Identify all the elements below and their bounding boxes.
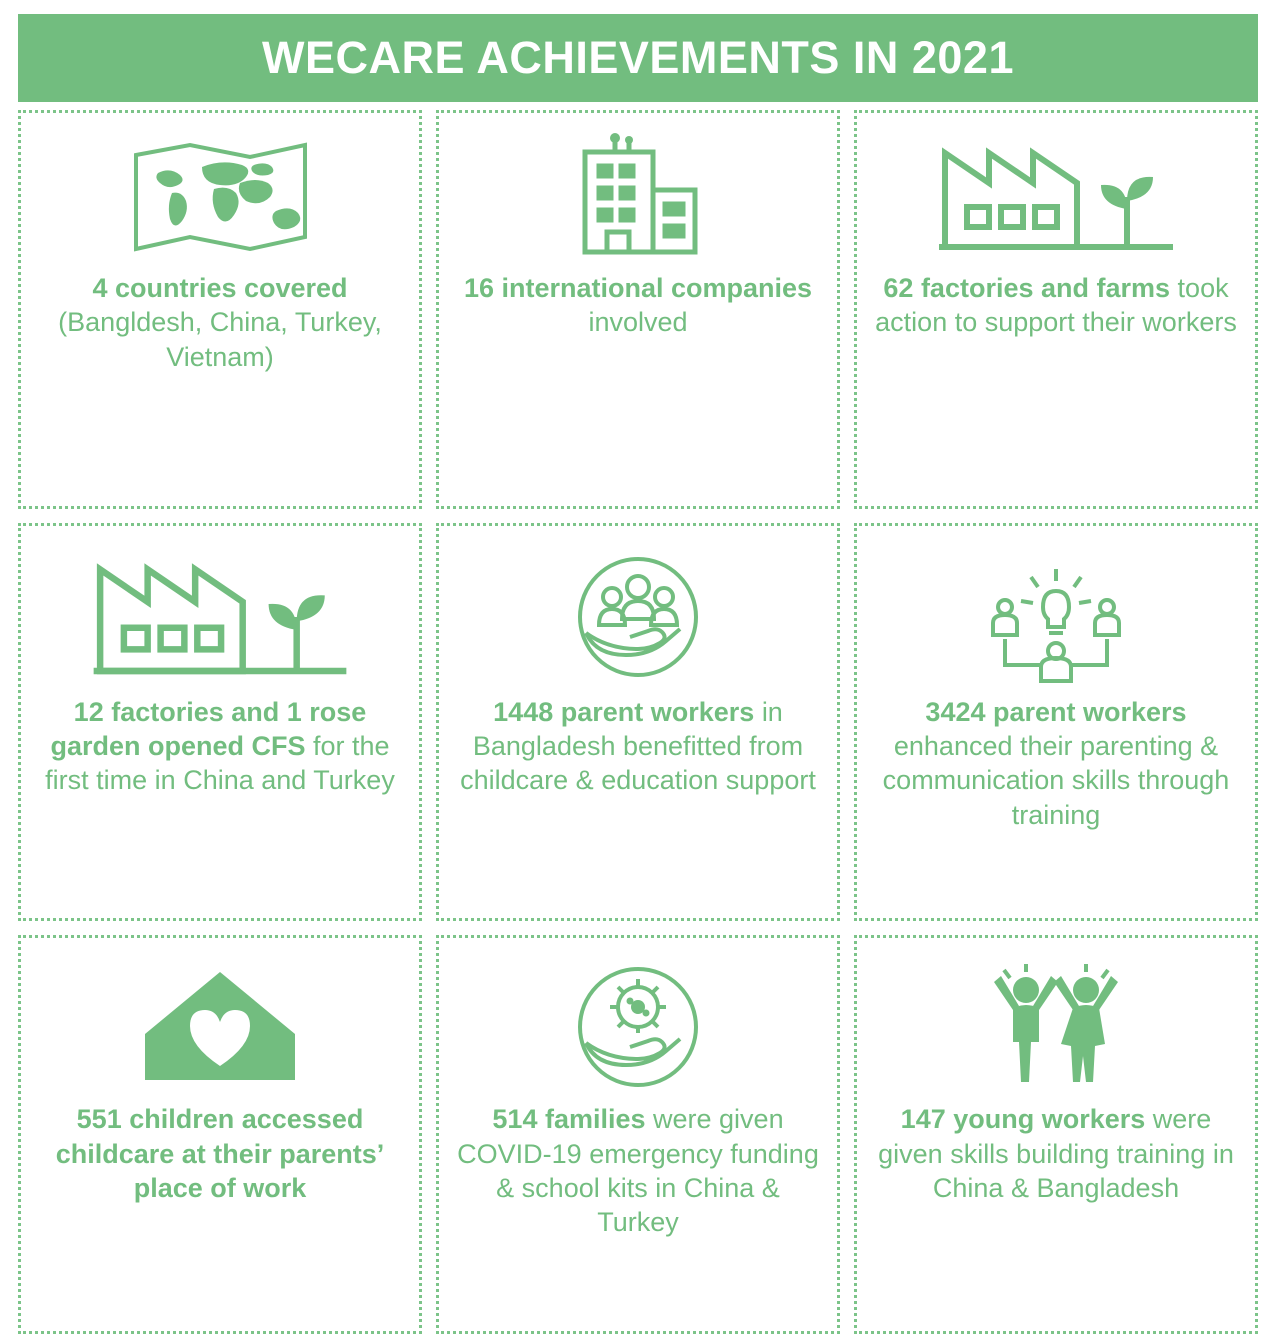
training-lightbulb-icon <box>981 540 1131 695</box>
hand-holding-family-icon <box>568 540 708 695</box>
factory-plant-icon <box>931 127 1181 267</box>
achievement-detail: involved <box>588 307 688 338</box>
achievement-highlight: 514 families <box>492 1104 654 1135</box>
office-buildings-icon <box>563 127 713 267</box>
achievement-cell-children-childcare <box>18 935 422 1334</box>
achievement-highlight: 12 factories and 1 rose garden opened CFS <box>50 696 367 761</box>
hand-holding-virus-icon <box>568 952 708 1102</box>
achievement-text <box>31 1102 409 1205</box>
achievement-detail: (Bangldesh, China, Turkey, Vietnam) <box>58 307 382 372</box>
world-map-icon <box>128 127 313 267</box>
achievement-detail: were given skills building training in China & Bangladesh <box>878 1104 1234 1203</box>
achievement-cell-countries <box>18 110 422 509</box>
achievement-cell-factories-farms <box>854 110 1258 509</box>
achievement-detail: for the first time in China and Turkey <box>45 730 395 796</box>
achievement-highlight: 1448 parent workers <box>493 696 762 727</box>
achievement-cell-parent-workers-benefitted <box>436 523 840 922</box>
achievement-cell-companies <box>436 110 840 509</box>
achievement-text <box>867 695 1245 832</box>
achievement-highlight: 62 factories and farms <box>883 273 1178 303</box>
achievement-text <box>867 1102 1245 1205</box>
achievement-cell-covid-funding <box>436 935 840 1334</box>
achievement-text <box>449 1102 827 1239</box>
achievement-highlight: 551 children accessed childcare at their parents’ place of work <box>55 1104 385 1203</box>
factory-plant-icon <box>85 540 355 695</box>
achievement-highlight: 3424 parent workers <box>925 696 1187 727</box>
achievement-text <box>867 271 1245 340</box>
achievement-text <box>449 271 827 340</box>
achievement-detail: took action to support their workers <box>875 273 1237 338</box>
achievement-highlight: 4 countries covered <box>92 273 348 303</box>
achievement-detail: were given COVID-19 emergency funding & school kits in China & Turkey <box>457 1104 819 1238</box>
achievement-cell-training-skills <box>854 523 1258 922</box>
achievement-text <box>449 695 827 798</box>
achievement-cell-cfs-opened <box>18 523 422 922</box>
achievement-cell-young-workers <box>854 935 1258 1334</box>
achievement-text <box>31 695 409 798</box>
achievement-highlight: 16 international companies <box>463 273 813 303</box>
house-heart-icon <box>135 952 305 1102</box>
page-title: WECARE ACHIEVEMENTS IN 2021 <box>262 32 1014 83</box>
achievement-detail: in Bangladesh benefitted from childcare & education support <box>460 696 816 796</box>
achievements-grid <box>18 110 1258 1334</box>
young-workers-icon <box>986 952 1126 1102</box>
achievement-text <box>31 271 409 374</box>
achievement-detail: enhanced their parenting & communication skills through training <box>882 730 1230 830</box>
header-bar <box>18 14 1258 102</box>
achievement-highlight: 147 young workers <box>900 1104 1153 1135</box>
